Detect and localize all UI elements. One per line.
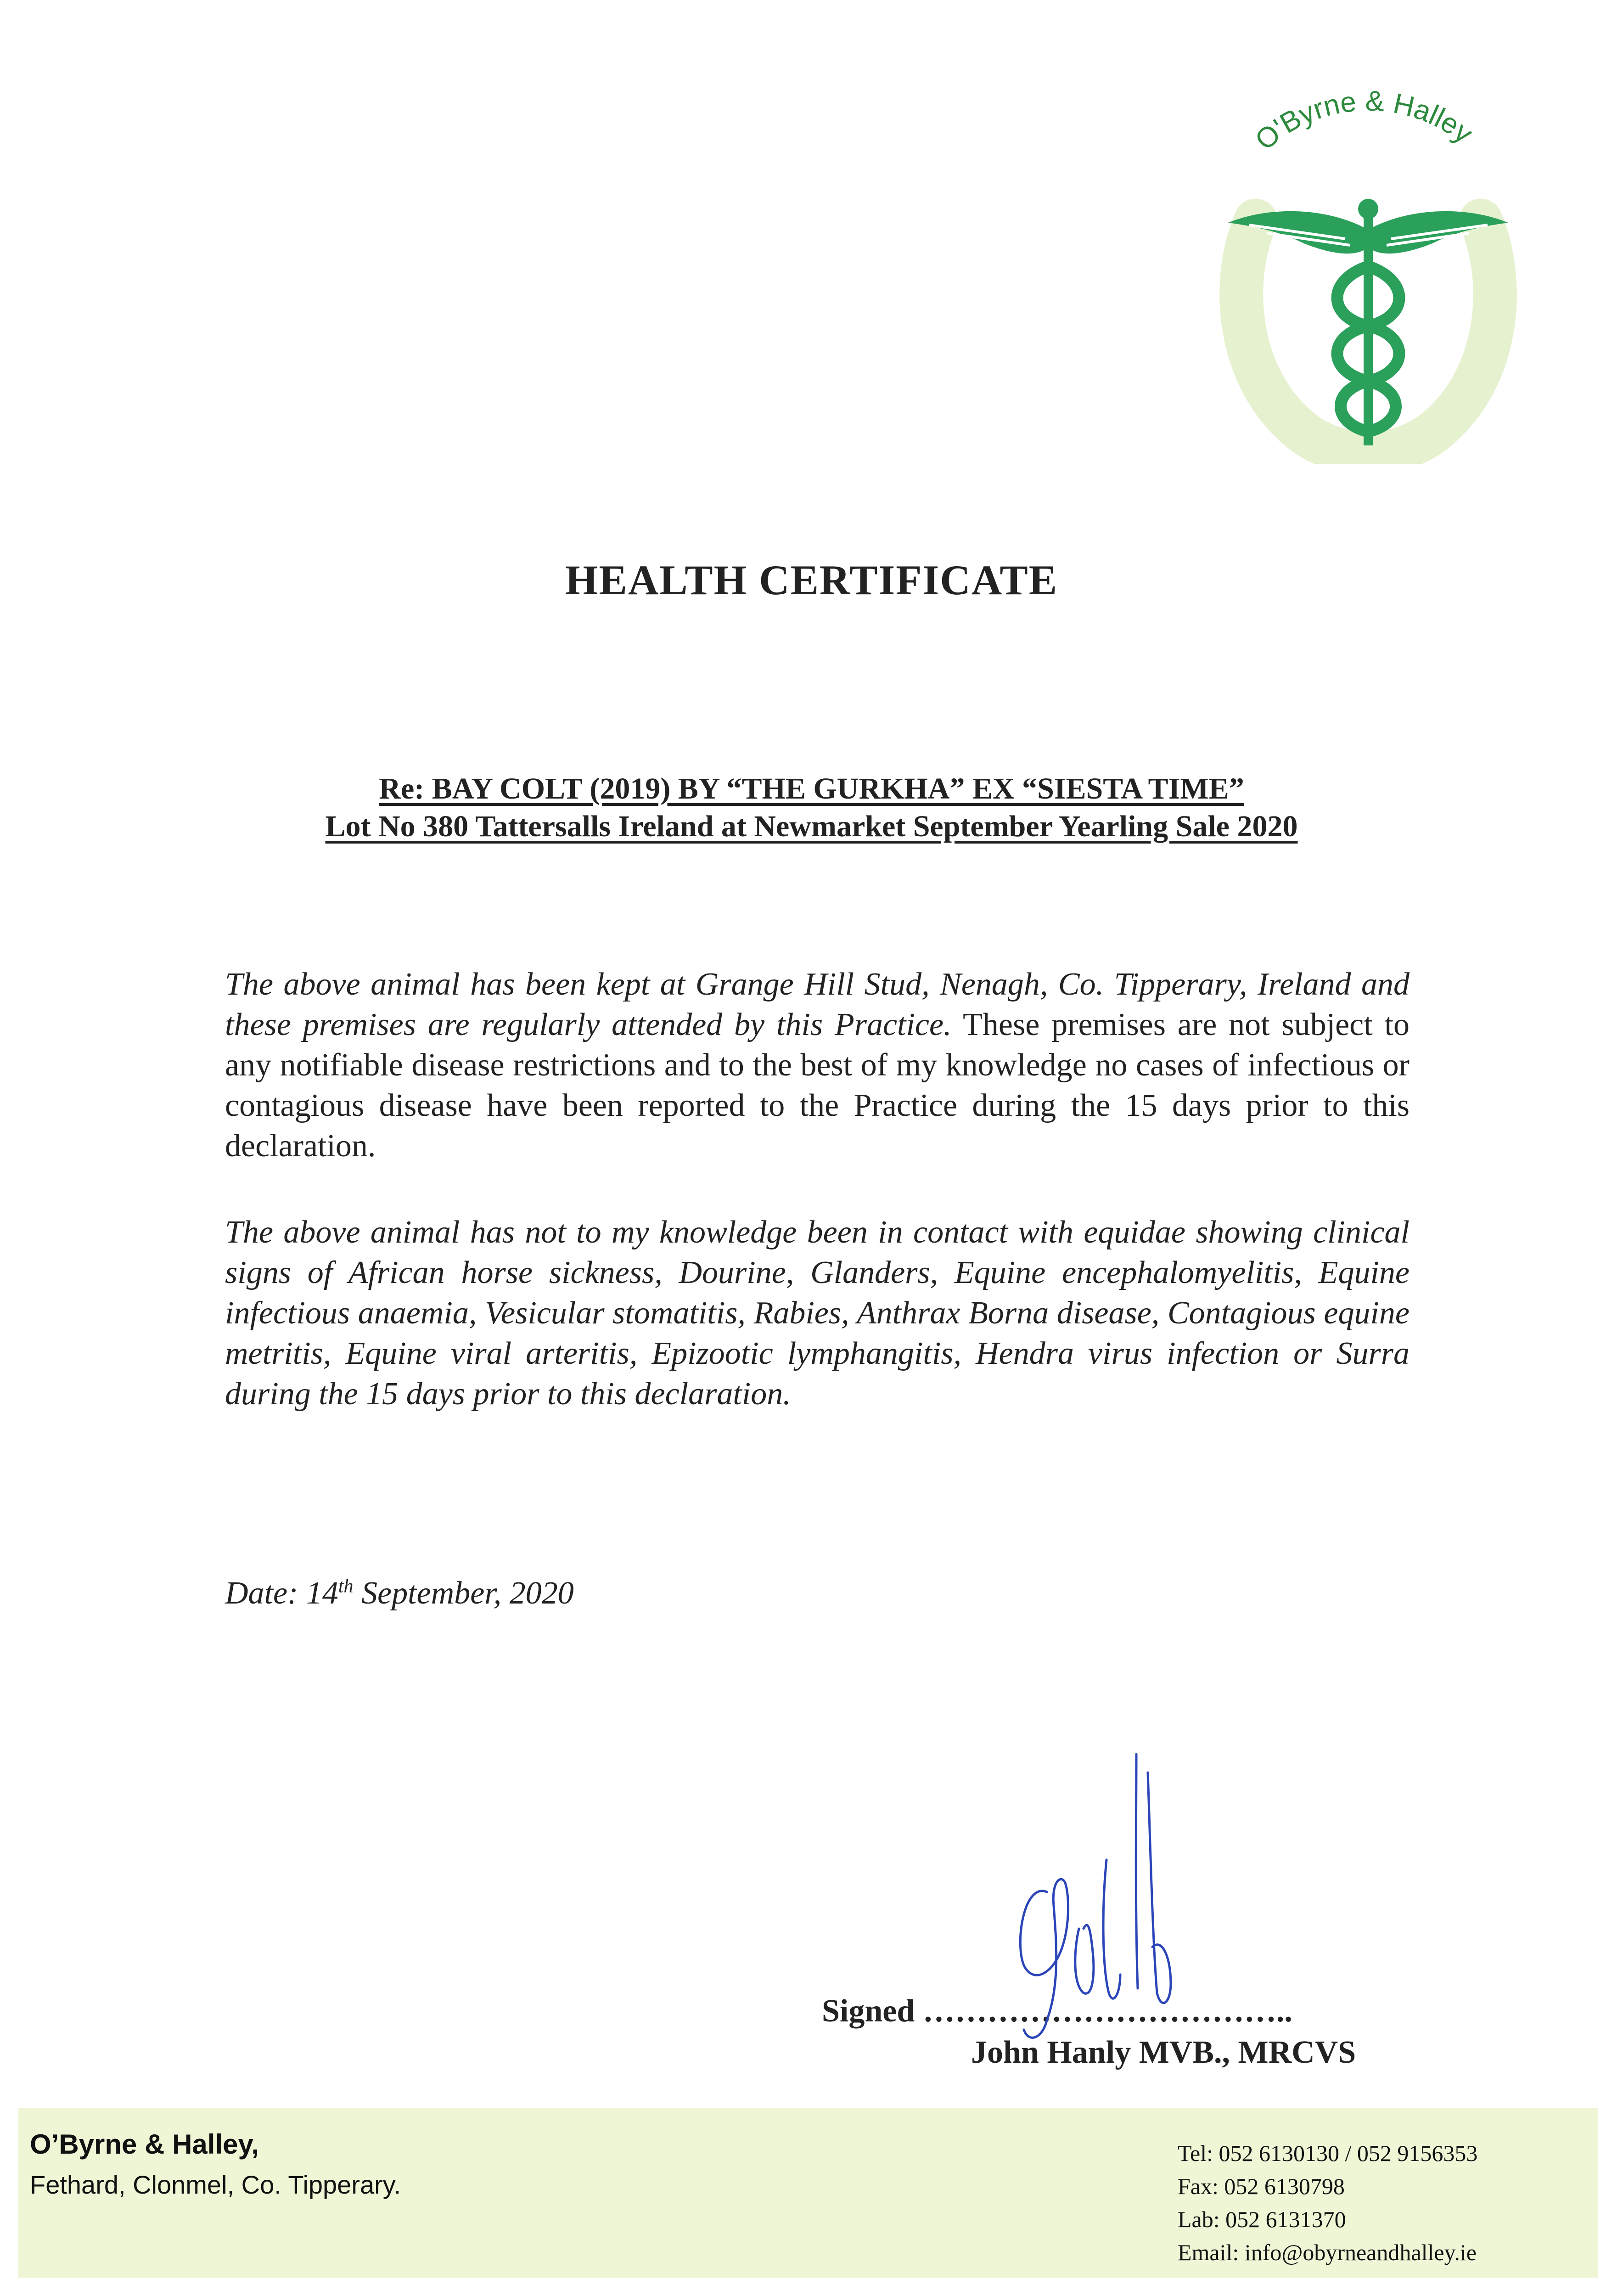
date-line <box>225 1575 574 1612</box>
date-suffix: th <box>338 1576 354 1597</box>
footer-company-name: O’Byrne & Halley, <box>30 2129 259 2160</box>
company-logo <box>1194 69 1543 464</box>
signed-label: Signed <box>822 1993 915 2029</box>
signer-name: John Hanly MVB., MRCVS <box>971 2035 1356 2070</box>
footer-fax: Fax: 052 6130798 <box>1178 2173 1345 2199</box>
logo-text: O'Byrne & Halley <box>1249 85 1479 157</box>
signature-dots: …………………………….. <box>922 1993 1292 2029</box>
date-label: Date: 14 <box>225 1576 338 1611</box>
paragraph-premises-italic: The above animal has been kept at Grange Hill Stud, Nenagh, Co. Tipperary, Ireland and these premises are regularly attended by this Practice. <box>225 967 1410 1042</box>
footer-lab: Lab: 052 6131370 <box>1178 2206 1346 2232</box>
paragraph-premises-normal: These premises are not subject to any notifiable disease restrictions and to the best of my knowledge no cases of infectious or contagious disease have been reported to the Practice during the 15 days prior to this declaration. <box>225 1007 1410 1164</box>
footer-tel: Tel: 052 6130130 / 052 9156353 <box>1178 2140 1478 2166</box>
paragraph-diseases: The above animal has not to my knowledge been in contact with equidae showing clinical signs of African horse sickness, Dourine, Glanders, Equine encephalomyelitis, Equine infectious anaemia, Vesicular stomatitis, Rabies, Anthrax Borna disease, Contagious equine metritis, Equine viral arteritis, Epizootic lymphangitis, Hendra virus infection or Surra during the 15 days prior to this declaration. <box>225 1215 1410 1412</box>
footer-address: Fethard, Clonmel, Co. Tipperary. <box>30 2170 401 2199</box>
re-line-horse: Re: BAY COLT (2019) BY “THE GURKHA” EX “SIESTA TIME” <box>379 772 1244 805</box>
handwritten-signature <box>955 1745 1194 2076</box>
re-line-lot: Lot No 380 Tattersalls Ireland at Newmarket September Yearling Sale 2020 <box>325 810 1298 843</box>
date-rest: September, 2020 <box>353 1576 574 1611</box>
paragraph-premises <box>225 964 1410 1166</box>
document-title: HEALTH CERTIFICATE <box>565 557 1058 603</box>
footer-email[interactable]: Email: info@obyrneandhalley.ie <box>1178 2240 1477 2265</box>
